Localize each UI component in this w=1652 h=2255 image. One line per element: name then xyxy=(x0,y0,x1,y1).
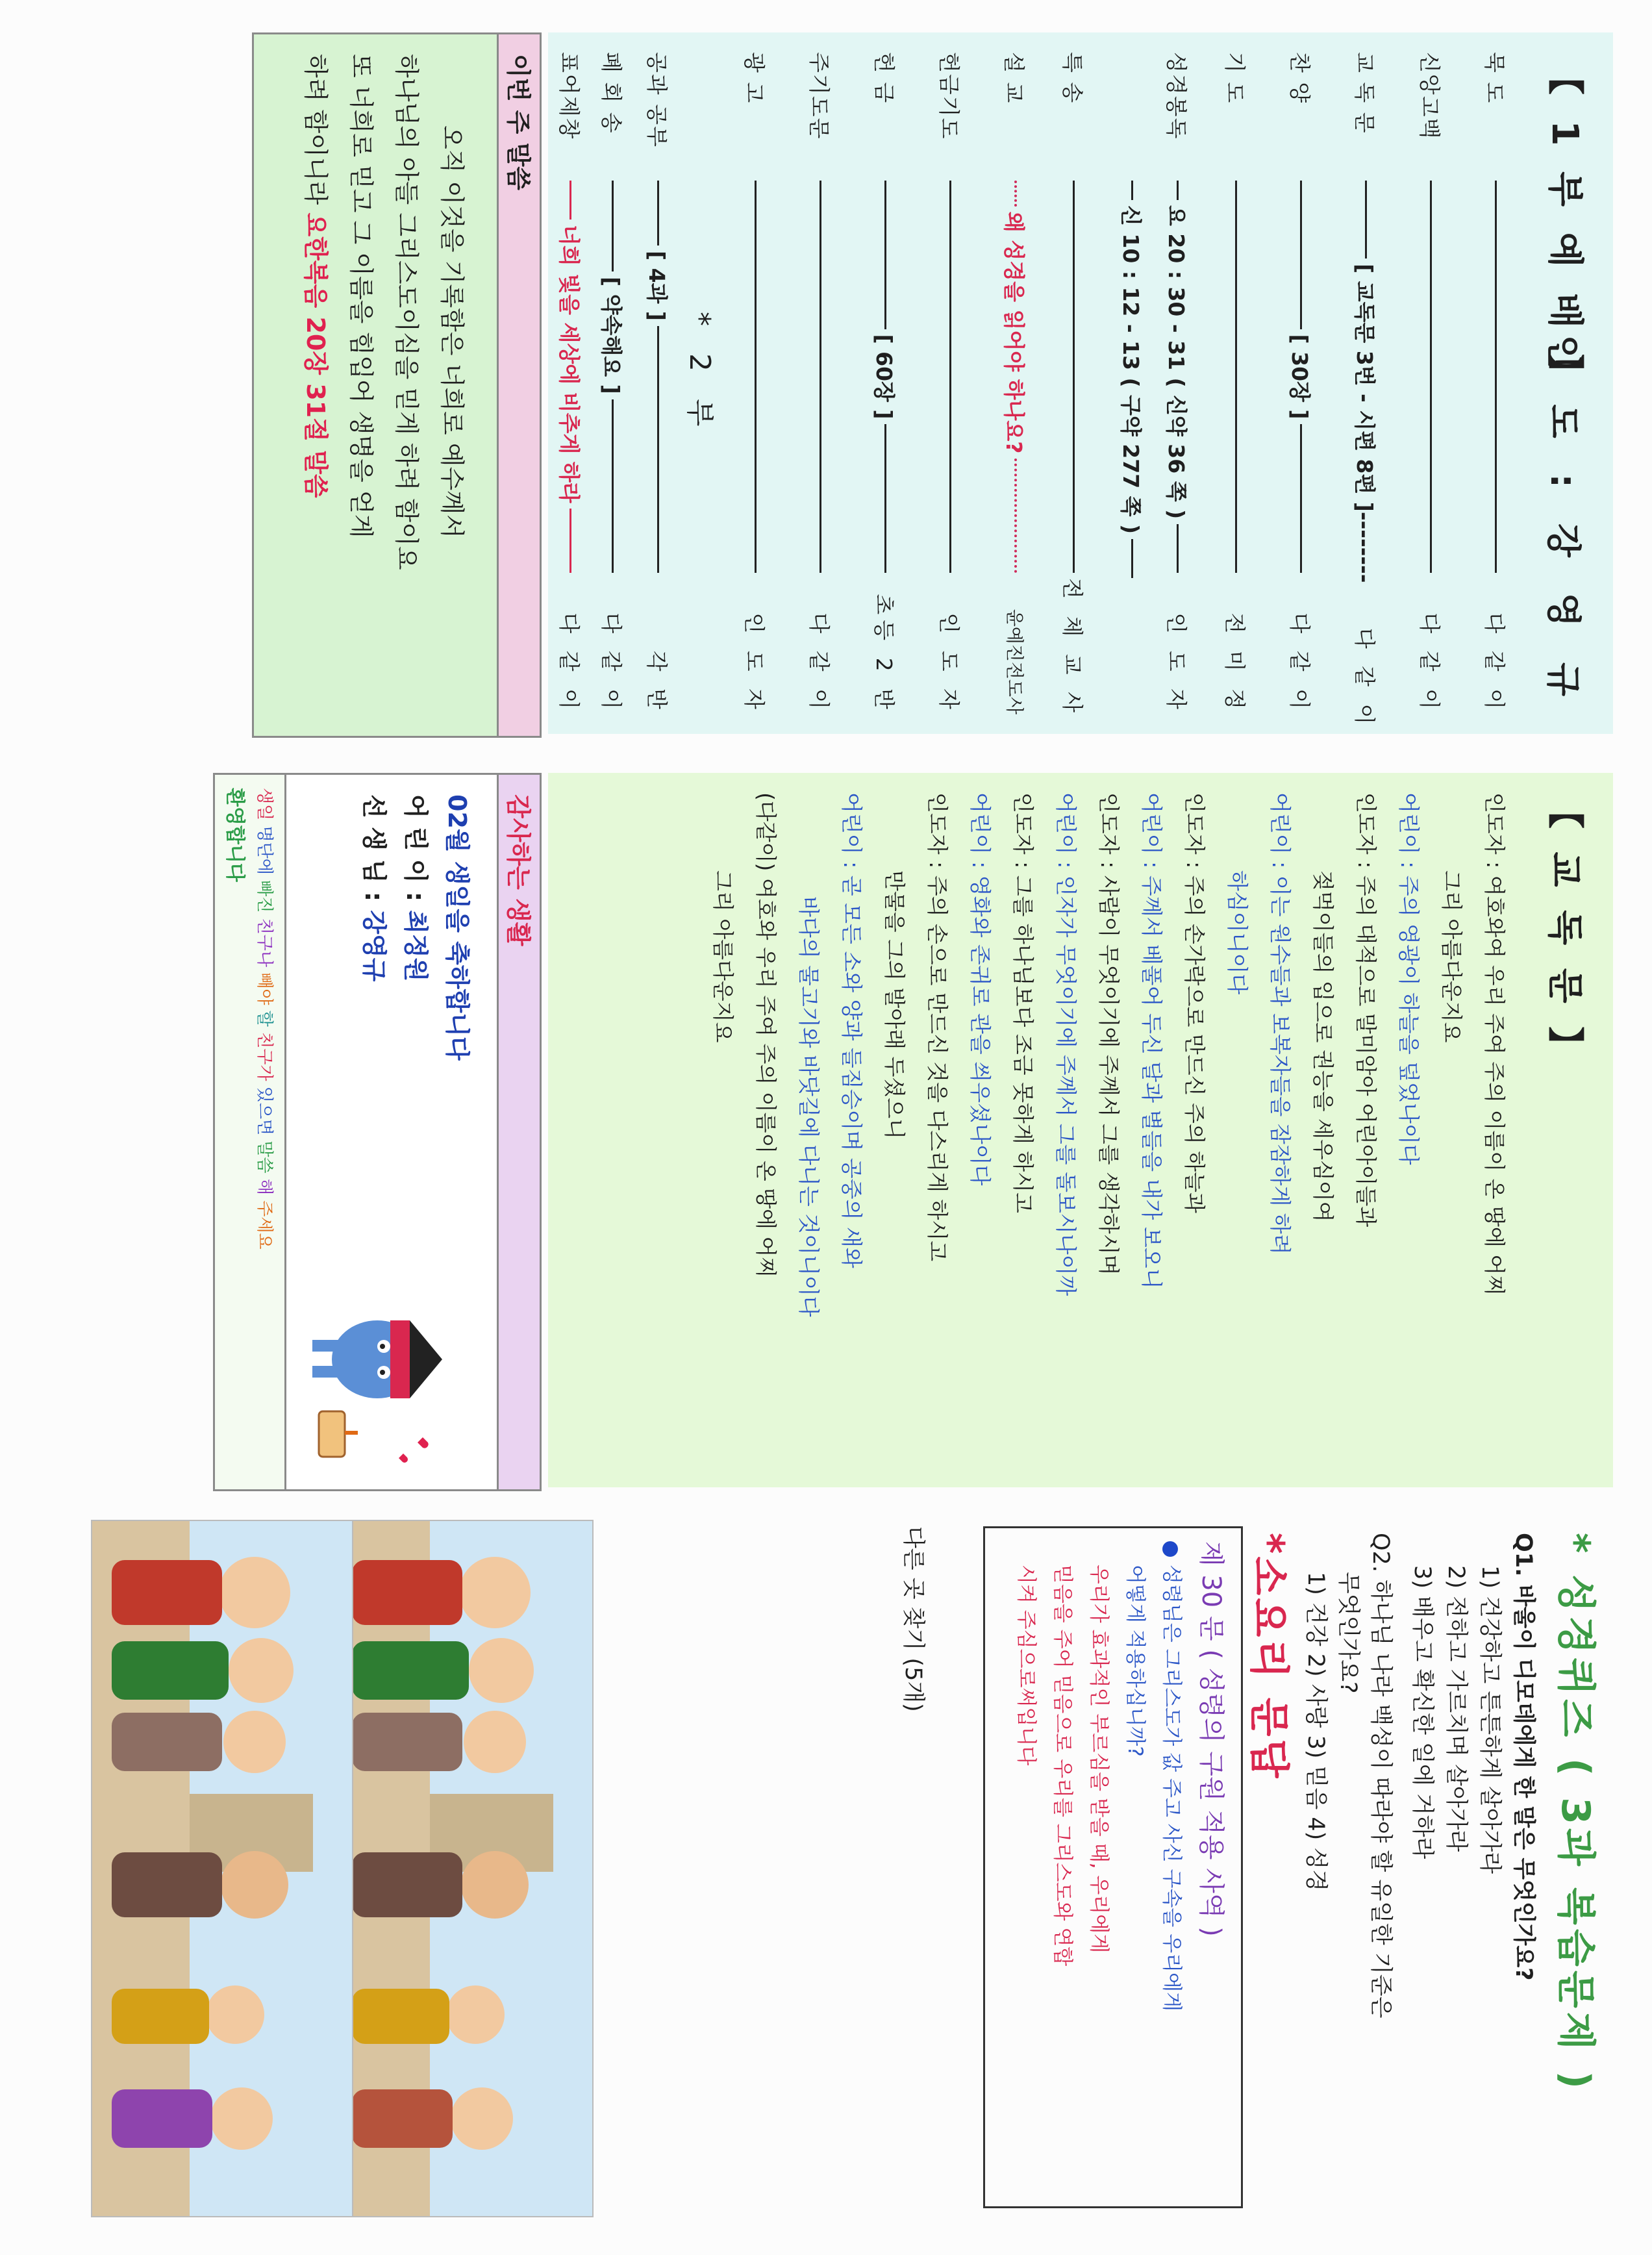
speaker-label: 인도자 : xyxy=(1010,792,1036,876)
spot-difference-label: 다른 곳 찾기 (5개) xyxy=(900,1526,926,1712)
notice-word: 친구나 xyxy=(255,918,274,973)
row-detail: [ 60장 ] xyxy=(871,334,897,420)
row-label: 공과 공부 xyxy=(644,52,670,149)
birthday-character-illustration xyxy=(299,1301,462,1470)
worship-row xyxy=(551,52,590,714)
row-label: 광 고 xyxy=(742,52,768,105)
teacher-label: 선 생 님 : xyxy=(360,794,388,911)
child-name: 최정원 xyxy=(401,910,430,982)
row-line xyxy=(1431,181,1433,573)
row-who: 각 반 xyxy=(644,650,670,714)
responsive-line xyxy=(1387,792,1430,1468)
notice-word: 명단에 xyxy=(255,825,274,881)
worship-row xyxy=(1477,52,1516,714)
catechism-question xyxy=(1153,1541,1190,2193)
worship-row xyxy=(1217,52,1256,714)
reading-text: 주의 손가락으로 만드신 주의 하늘과 xyxy=(1182,875,1207,1213)
responsive-reading-panel xyxy=(548,773,1613,1487)
row-line xyxy=(885,424,887,573)
weekly-verse-box xyxy=(252,32,542,738)
teacher-birthday xyxy=(358,794,394,981)
reading-text: 주께서 베풀어 두신 달과 별들을 내가 보오니 xyxy=(1139,875,1164,1289)
row-label: 찬 양 xyxy=(1287,52,1313,105)
notice-word: 할 xyxy=(255,1010,274,1033)
row-detail: [ 4과 ] xyxy=(644,251,670,321)
row-line xyxy=(1014,459,1017,573)
reading-text: 주의 손으로 만드신 것을 다스리게 하시고 xyxy=(925,875,950,1262)
catechism-box xyxy=(983,1526,1243,2208)
reading-text: 곧 모든 소와 양과 들짐승이며 공중의 새와 xyxy=(839,875,864,1268)
row-line xyxy=(950,181,952,573)
responsive-line xyxy=(1301,792,1344,1468)
speaker-label: 어린이 : xyxy=(1139,792,1164,876)
quiz-option: 3) 배우고 확신한 일에 거하라 xyxy=(1409,1565,1435,1859)
speaker-label: 인도자 : xyxy=(1353,792,1379,876)
quiz-options-2: 1) 건강 2) 사랑 3) 믿음 4) 성경 xyxy=(1303,1572,1329,1892)
reading-text: 주의 대적으로 말미암아 어린아이들과 xyxy=(1353,875,1379,1228)
row-line xyxy=(1366,181,1368,258)
welcome-text: 환영합니다 xyxy=(223,788,246,882)
reading-text: 여호와여 우리 주여 주의 이름이 온 땅에 어찌 xyxy=(1482,875,1507,1296)
part2-heading: * 2 부 xyxy=(683,312,716,436)
birthday-notice xyxy=(249,788,279,1476)
row-label: 묵 도 xyxy=(1482,52,1508,105)
verse-reference: 요한복음 20장 31절 말씀 xyxy=(301,212,330,498)
responsive-line xyxy=(744,792,787,1468)
row-detail: [ 교독문 3번 - 시편 8편 ]-------- xyxy=(1352,264,1378,583)
row-line xyxy=(612,399,614,573)
notice-word: 빼야 xyxy=(255,972,274,1011)
row-who: 초등 2 반 xyxy=(871,594,897,715)
bullet-icon xyxy=(1163,1541,1179,1557)
thanks-box xyxy=(213,773,542,1491)
row-label: 헌금기도 xyxy=(936,52,962,140)
worship-row xyxy=(1347,52,1386,730)
responsive-line xyxy=(1001,792,1044,1468)
worship-row xyxy=(866,52,905,714)
worship-row xyxy=(931,52,970,714)
worship-title: 【 1 부 예 배 】 xyxy=(1544,58,1586,397)
quiz-option: 1) 건강하고 튼튼하게 살아가라 xyxy=(1477,1565,1503,1874)
row-line xyxy=(820,181,822,573)
responsive-line xyxy=(701,792,744,1468)
row-line xyxy=(612,181,614,271)
reading-text: 인자가 무엇이기에 주께서 그를 돌보시나이까 xyxy=(1053,875,1079,1296)
row-who: 다 같 이 xyxy=(1417,612,1443,714)
worship-order-panel xyxy=(548,32,1613,734)
responsive-line xyxy=(1216,792,1258,1468)
responsive-title: 【 교 독 문 】 xyxy=(1544,792,1586,1068)
verse-body xyxy=(293,54,475,716)
responsive-line xyxy=(830,792,873,1468)
worship-row xyxy=(1113,52,1152,714)
row-label: 성경봉독 xyxy=(1164,52,1190,140)
row-who: 다 같 이 xyxy=(1482,612,1508,714)
worship-row xyxy=(1412,52,1451,714)
responsive-body xyxy=(701,792,1516,1468)
row-line xyxy=(1073,181,1075,573)
row-who: 다 같 이 xyxy=(599,612,625,714)
worship-row xyxy=(639,52,678,714)
birthday-heading: 02월 생일을 축하합니다 xyxy=(443,794,471,1061)
verse-line: 하나님의 아들 그리스도이심을 믿게 하려 함이요 xyxy=(392,54,421,570)
reading-text: 영화와 존귀로 관을 씌우셨나이다 xyxy=(968,875,993,1186)
catechism-answer: 시켜 주심으로써입니다 xyxy=(1014,1565,1038,1766)
verse-line: 또 너희로 믿고 그 이름을 힘입어 생명을 얻게 xyxy=(347,54,375,538)
row-line xyxy=(1236,181,1238,573)
reading-text: 하심이니이다 xyxy=(1225,870,1250,995)
row-line xyxy=(755,181,757,573)
row-line xyxy=(1177,181,1179,200)
thanks-title: 감사하는 생활 xyxy=(497,775,540,1489)
quiz-question-1: Q1. 바울이 디모데에게 한 말은 무엇인가요? xyxy=(1510,1533,1536,1981)
speaker-label: 인도자 : xyxy=(925,792,950,876)
notice-word: 말씀 xyxy=(255,1140,274,1179)
row-line xyxy=(1132,181,1134,200)
catechism-answer: 우리가 효과적인 부르심을 받을 때, 우리에게 xyxy=(1087,1565,1110,1954)
row-line xyxy=(1496,181,1497,573)
speaker-label: 어린이 : xyxy=(839,792,864,876)
catechism-title: *소요리 문답 xyxy=(1245,1533,1293,1781)
quiz-panel xyxy=(964,1520,1613,2228)
row-label: 헌 금 xyxy=(871,52,897,105)
quiz-question-2-cont: 무엇인가요? xyxy=(1335,1572,1361,1694)
speaker-label: 인도자 : xyxy=(1182,792,1207,876)
row-label: 설 교 xyxy=(1001,52,1027,105)
row-label: 표어제창 xyxy=(557,52,582,140)
responsive-line xyxy=(1430,792,1473,1468)
row-who: 전 체 교 사 xyxy=(1060,578,1086,718)
row-detail: 요 20 : 30 - 31 ( 신약 36 쪽 ) xyxy=(1164,205,1190,520)
row-who: 전 미 정 xyxy=(1222,612,1248,714)
reading-text: 그리 아름다운지요 xyxy=(710,870,736,1043)
row-who: 다 같 이 xyxy=(1352,627,1378,730)
thanks-footer xyxy=(215,775,286,1489)
speaker-label: 인도자 : xyxy=(1482,792,1507,876)
row-who: 다 같 이 xyxy=(807,612,832,714)
row-who: 다 같 이 xyxy=(1287,612,1313,715)
speaker-label: 인도자 : xyxy=(1096,792,1121,876)
notice-word: 친구가 xyxy=(255,1032,274,1087)
row-label: 주기도문 xyxy=(807,52,832,140)
speaker-label: (다같이) xyxy=(753,792,779,878)
reading-text: 여호와 우리 주여 주의 이름이 온 땅에 어찌 xyxy=(753,877,779,1278)
row-who: 인 도 자 xyxy=(1164,612,1190,714)
child-birthday xyxy=(400,794,436,981)
row-who: 다 같 이 xyxy=(557,612,582,714)
spot-difference-image-2 xyxy=(91,1520,353,2217)
row-who: 인 도 자 xyxy=(742,612,768,714)
speaker-label: 어린이 : xyxy=(1268,792,1293,876)
worship-row xyxy=(594,52,632,714)
catechism-question-cont: 어떻게 적용하십니까? xyxy=(1123,1565,1147,1757)
row-line xyxy=(1301,424,1303,573)
speaker-label: 어린이 : xyxy=(1053,792,1079,876)
row-label: 신앙고백 xyxy=(1417,52,1443,140)
responsive-line xyxy=(787,792,830,1468)
reading-text: 젖먹이들의 입으로 권능을 세우심이여 xyxy=(1310,870,1336,1222)
motto: 너희 빛을 세상에 비추게 하라 xyxy=(557,225,582,503)
responsive-line xyxy=(1473,792,1516,1468)
responsive-line xyxy=(873,792,916,1468)
worship-leader: 인 도 : 강 영 규 xyxy=(1543,334,1584,708)
reading-text: 만물을 그의 발아래 두셨으니 xyxy=(882,870,907,1140)
reading-text: 그를 하나님보다 조금 못하게 하시고 xyxy=(1010,875,1036,1213)
responsive-line xyxy=(1130,792,1173,1468)
responsive-line xyxy=(1258,792,1301,1468)
row-line xyxy=(1177,524,1179,573)
row-label: 특 송 xyxy=(1060,52,1086,105)
teacher-name: 강영규 xyxy=(360,910,388,982)
worship-row xyxy=(1158,52,1197,714)
notice-word: 해 xyxy=(255,1178,274,1201)
notice-word: 주세요 xyxy=(255,1200,274,1250)
responsive-line xyxy=(958,792,1001,1468)
row-line xyxy=(885,181,887,329)
verse-line xyxy=(293,54,338,716)
reading-text: 주의 영광이 하늘을 덮었나이다 xyxy=(1396,875,1421,1165)
row-line xyxy=(658,181,660,246)
responsive-line xyxy=(916,792,958,1468)
row-label: 기 도 xyxy=(1222,52,1248,105)
quiz-title: * 성경퀴즈 ( 3과 복습문제 ) xyxy=(1553,1533,1598,2093)
verse-line: 오직 이것을 기록함은 너희로 예수께서 xyxy=(438,125,466,538)
row-detail: [ 30장 ] xyxy=(1287,334,1313,420)
row-line xyxy=(1014,181,1017,207)
row-who: 인 도 자 xyxy=(936,612,962,714)
notice-word: 있으면 xyxy=(255,1086,274,1141)
speaker-label: 어린이 : xyxy=(1396,792,1421,876)
row-line xyxy=(658,326,660,573)
row-label: 폐 회 송 xyxy=(599,52,625,134)
speaker-label: 어린이 : xyxy=(968,792,993,876)
worship-row xyxy=(736,52,775,714)
verse-text: 하려 함이니라 xyxy=(301,54,330,205)
catechism-answer: 믿음을 주어 믿음으로 우리를 그리스도와 연합 xyxy=(1051,1565,1074,1967)
row-who: 윤예진전도사 xyxy=(1004,609,1025,714)
row-label: 교 독 문 xyxy=(1352,52,1378,134)
row-line xyxy=(570,509,572,573)
responsive-line xyxy=(1044,792,1087,1468)
worship-row xyxy=(1282,52,1321,714)
worship-row xyxy=(1055,52,1094,718)
notice-word: 생일 xyxy=(255,788,274,826)
question-text: 성령님은 그리스도가 값 주고 사신 구속을 우리에게 xyxy=(1160,1565,1183,2011)
responsive-line xyxy=(1344,792,1387,1468)
spot-difference-image-1 xyxy=(331,1520,594,2217)
row-detail: [ 약속해요 ] xyxy=(599,277,625,394)
row-line xyxy=(570,181,572,220)
notice-word: 빠진 xyxy=(255,880,274,918)
worship-row xyxy=(801,52,840,714)
catechism-chapter: 제 30 문 ( 성령의 구원 적용 사역 ) xyxy=(1196,1541,1226,1937)
reading-text: 그리 아름다운지요 xyxy=(1439,870,1464,1043)
row-line xyxy=(1132,539,1134,578)
row-line xyxy=(1301,181,1303,329)
worship-row xyxy=(996,52,1035,714)
sermon-title: 왜 성경을 읽어야 하나요? xyxy=(1001,212,1027,454)
verse-title: 이번 주 말씀 xyxy=(497,34,540,736)
child-label: 어 린 이 : xyxy=(401,794,430,911)
reading-text: 이는 원수들과 보복자들을 잠잠하게 하려 xyxy=(1268,875,1293,1255)
reading-text: 바다의 물고기와 바닷길에 다니는 것이니이다 xyxy=(796,896,821,1317)
responsive-line xyxy=(1087,792,1130,1468)
quiz-question-2: Q2. 하나님 나라 백성이 따라야 할 유일한 기준은 xyxy=(1368,1533,1394,2019)
responsive-line xyxy=(1173,792,1216,1468)
quiz-option: 2) 전하고 가르치며 살아가라 xyxy=(1443,1565,1469,1852)
row-detail: 신 10 : 12 - 13 ( 구약 277 쪽 ) xyxy=(1118,205,1144,535)
reading-text: 사람이 무엇이기에 주께서 그를 생각하시며 xyxy=(1096,875,1121,1276)
